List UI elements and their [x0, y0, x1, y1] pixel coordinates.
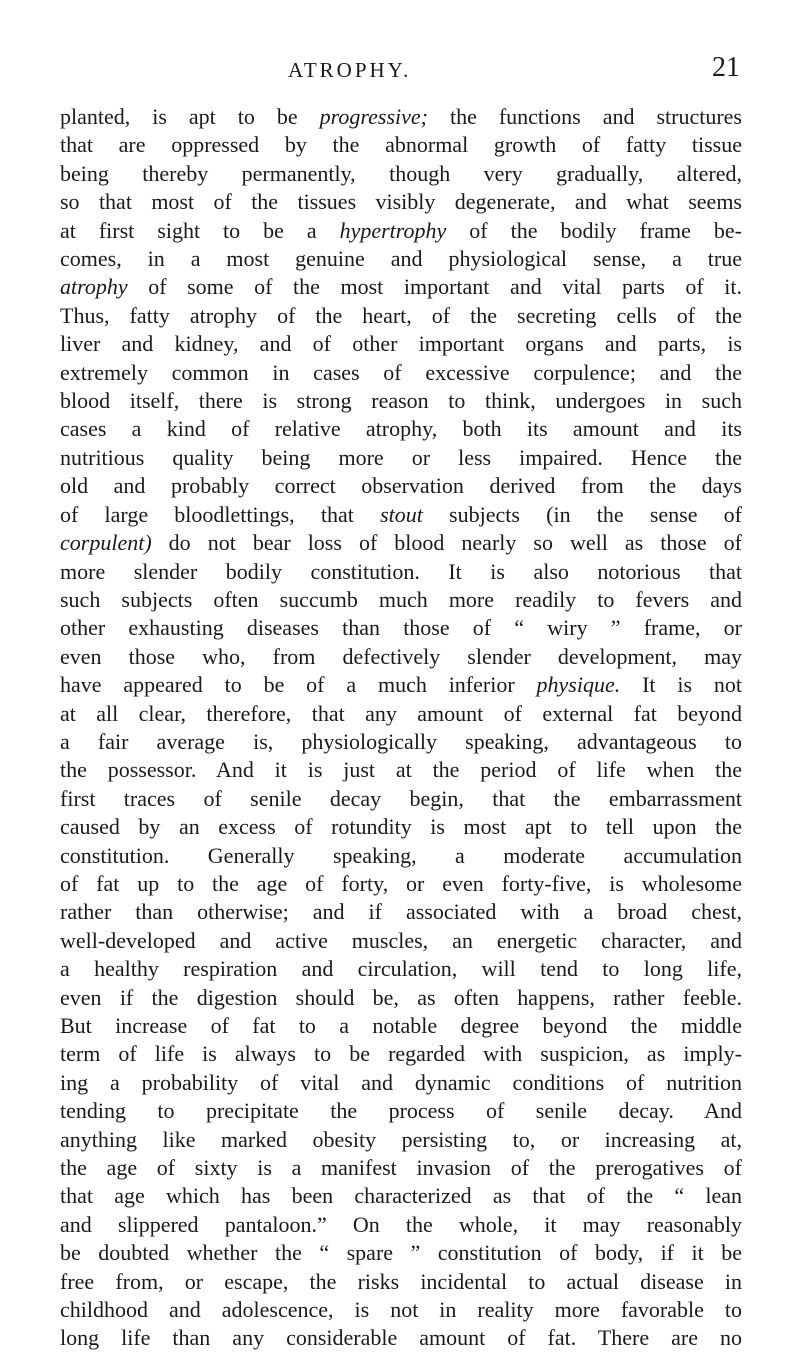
text-line: [60, 643, 742, 671]
text-line: [60, 1069, 742, 1097]
text-run: that are oppressed by the abnormal growth of fatty tissue: [60, 132, 742, 158]
italic-text-run: physique.: [536, 672, 621, 698]
text-run: so that most of the tissues visibly degenerate, and what seems: [60, 189, 742, 215]
italic-text-run: atrophy: [60, 274, 128, 300]
text-run: free from, or escape, the risks incidental to actual disease in: [60, 1268, 742, 1294]
text-line: [60, 870, 742, 898]
text-run: first traces of senile decay begin, that the embarrassment: [60, 785, 742, 811]
text-line: [60, 1296, 742, 1324]
text-line: [60, 1040, 742, 1068]
text-run: a healthy respiration and circulation, will tend to long life,: [60, 956, 742, 982]
text-run: at first sight to be a: [60, 217, 340, 243]
text-line: [60, 103, 742, 131]
text-run: of some of the most important and vital parts of it.: [127, 274, 742, 300]
text-line: [60, 387, 742, 415]
text-run: the possessor. And it is just at the period of life when the: [60, 757, 742, 783]
text-line: [60, 1012, 742, 1040]
text-run: term of life is always to be regarded with suspicion, as imply-: [60, 1041, 742, 1067]
text-run: long life than any considerable amount of fat. There are no: [60, 1325, 742, 1351]
text-run: constitution. Generally speaking, a moderate accumulation: [60, 842, 742, 868]
text-run: extremely common in cases of excessive corpulence; and the: [60, 359, 742, 385]
text-run: nutritious quality being more or less impaired. Hence the: [60, 444, 742, 470]
text-run: But increase of fat to a notable degree beyond the middle: [60, 1013, 742, 1038]
running-title: ATROPHY.: [288, 58, 412, 82]
page-number: 21: [712, 52, 740, 83]
text-line: [60, 1154, 742, 1182]
text-line: [60, 472, 742, 500]
text-run: being thereby permanently, though very gradually, altered,: [60, 160, 742, 186]
italic-text-run: corpulent): [60, 530, 152, 556]
text-line: [60, 330, 742, 358]
text-line: [60, 785, 742, 813]
text-line: [60, 501, 742, 529]
text-line: [60, 728, 742, 756]
text-line: [60, 415, 742, 443]
text-run: caused by an excess of rotundity is most apt to tell upon the: [60, 814, 742, 840]
text-run: and slippered pantaloon.” On the whole, it may reasonably: [60, 1211, 742, 1237]
text-line: [60, 188, 742, 216]
text-run: rather than otherwise; and if associated with a broad chest,: [60, 899, 742, 925]
text-run: of large bloodlettings, that: [60, 501, 381, 527]
text-run: old and probably correct observation derived from the days: [60, 473, 742, 499]
text-line: [60, 955, 742, 983]
text-run: of fat up to the age of forty, or even forty-five, is wholesome: [60, 870, 742, 896]
running-head: [60, 52, 740, 88]
text-run: anything like marked obesity persisting to, or increasing at,: [60, 1126, 742, 1152]
text-line: [60, 700, 742, 728]
text-line: [60, 558, 742, 586]
text-run: comes, in a most genuine and physiological sense, a true: [60, 246, 742, 272]
text-line: [60, 1324, 742, 1352]
text-line: [60, 927, 742, 955]
text-run: do not bear loss of blood nearly so well as those of: [151, 530, 742, 556]
text-run: the age of sixty is a manifest invasion of the prerogatives of: [60, 1155, 742, 1181]
italic-text-run: hypertrophy: [339, 217, 447, 243]
text-run: other exhausting diseases than those of “ wiry ” frame, or: [60, 615, 742, 641]
text-line: [60, 1097, 742, 1125]
text-run: liver and kidney, and of other important organs and parts, is: [60, 331, 742, 357]
text-run: have appeared to be of a much inferior: [60, 672, 537, 698]
text-run: subjects (in the sense of: [422, 501, 743, 527]
text-line: [60, 359, 742, 387]
text-line: [60, 898, 742, 926]
text-run: such subjects often succumb much more readily to fevers and: [60, 586, 742, 612]
text-line: [60, 444, 742, 472]
text-line: [60, 302, 742, 330]
text-run: Thus, fatty atrophy of the heart, of the secreting cells of the: [60, 302, 742, 328]
text-run: even if the digestion should be, as often happens, rather feeble.: [60, 984, 742, 1010]
text-run: cases a kind of relative atrophy, both its amount and its: [60, 416, 742, 442]
text-line: [60, 1211, 742, 1239]
text-run: tending to precipitate the process of senile decay. And: [60, 1098, 742, 1124]
text-line: [60, 614, 742, 642]
text-line: [60, 586, 742, 614]
text-line: [60, 245, 742, 273]
text-line: [60, 1126, 742, 1154]
text-run: planted, is apt to be: [60, 104, 320, 129]
text-line: [60, 813, 742, 841]
text-line: [60, 160, 742, 188]
text-run: well-developed and active muscles, an energetic character, and: [60, 927, 742, 953]
text-line: [60, 1268, 742, 1296]
text-line: [60, 756, 742, 784]
text-run: ing a probability of vital and dynamic conditions of nutrition: [60, 1069, 742, 1095]
text-line: [60, 131, 742, 159]
text-run: more slender bodily constitution. It is also notorious that: [60, 558, 742, 584]
text-line: [60, 273, 742, 301]
italic-text-run: progressive;: [319, 104, 428, 129]
text-line: [60, 671, 742, 699]
text-run: that age which has been characterized as that of the “ lean: [60, 1183, 742, 1209]
text-run: be doubted whether the “ spare ” constitution of body, if it be: [60, 1240, 742, 1266]
text-run: the functions and structures: [427, 104, 742, 129]
text-run: blood itself, there is strong reason to think, undergoes in such: [60, 388, 742, 414]
text-run: even those who, from defectively slender development, may: [60, 643, 742, 669]
body-text: [60, 103, 742, 1353]
text-line: [60, 842, 742, 870]
text-run: of the bodily frame be-: [446, 217, 742, 243]
text-line: [60, 984, 742, 1012]
text-line: [60, 1182, 742, 1210]
text-run: It is not: [620, 672, 742, 698]
text-line: [60, 217, 742, 245]
text-line: [60, 1239, 742, 1267]
italic-text-run: stout: [380, 501, 423, 527]
text-run: at all clear, therefore, that any amount of external fat beyond: [60, 700, 742, 726]
text-line: [60, 529, 742, 557]
text-run: a fair average is, physiologically speaking, advantageous to: [60, 728, 742, 754]
text-run: childhood and adolescence, is not in reality more favorable to: [60, 1297, 742, 1323]
